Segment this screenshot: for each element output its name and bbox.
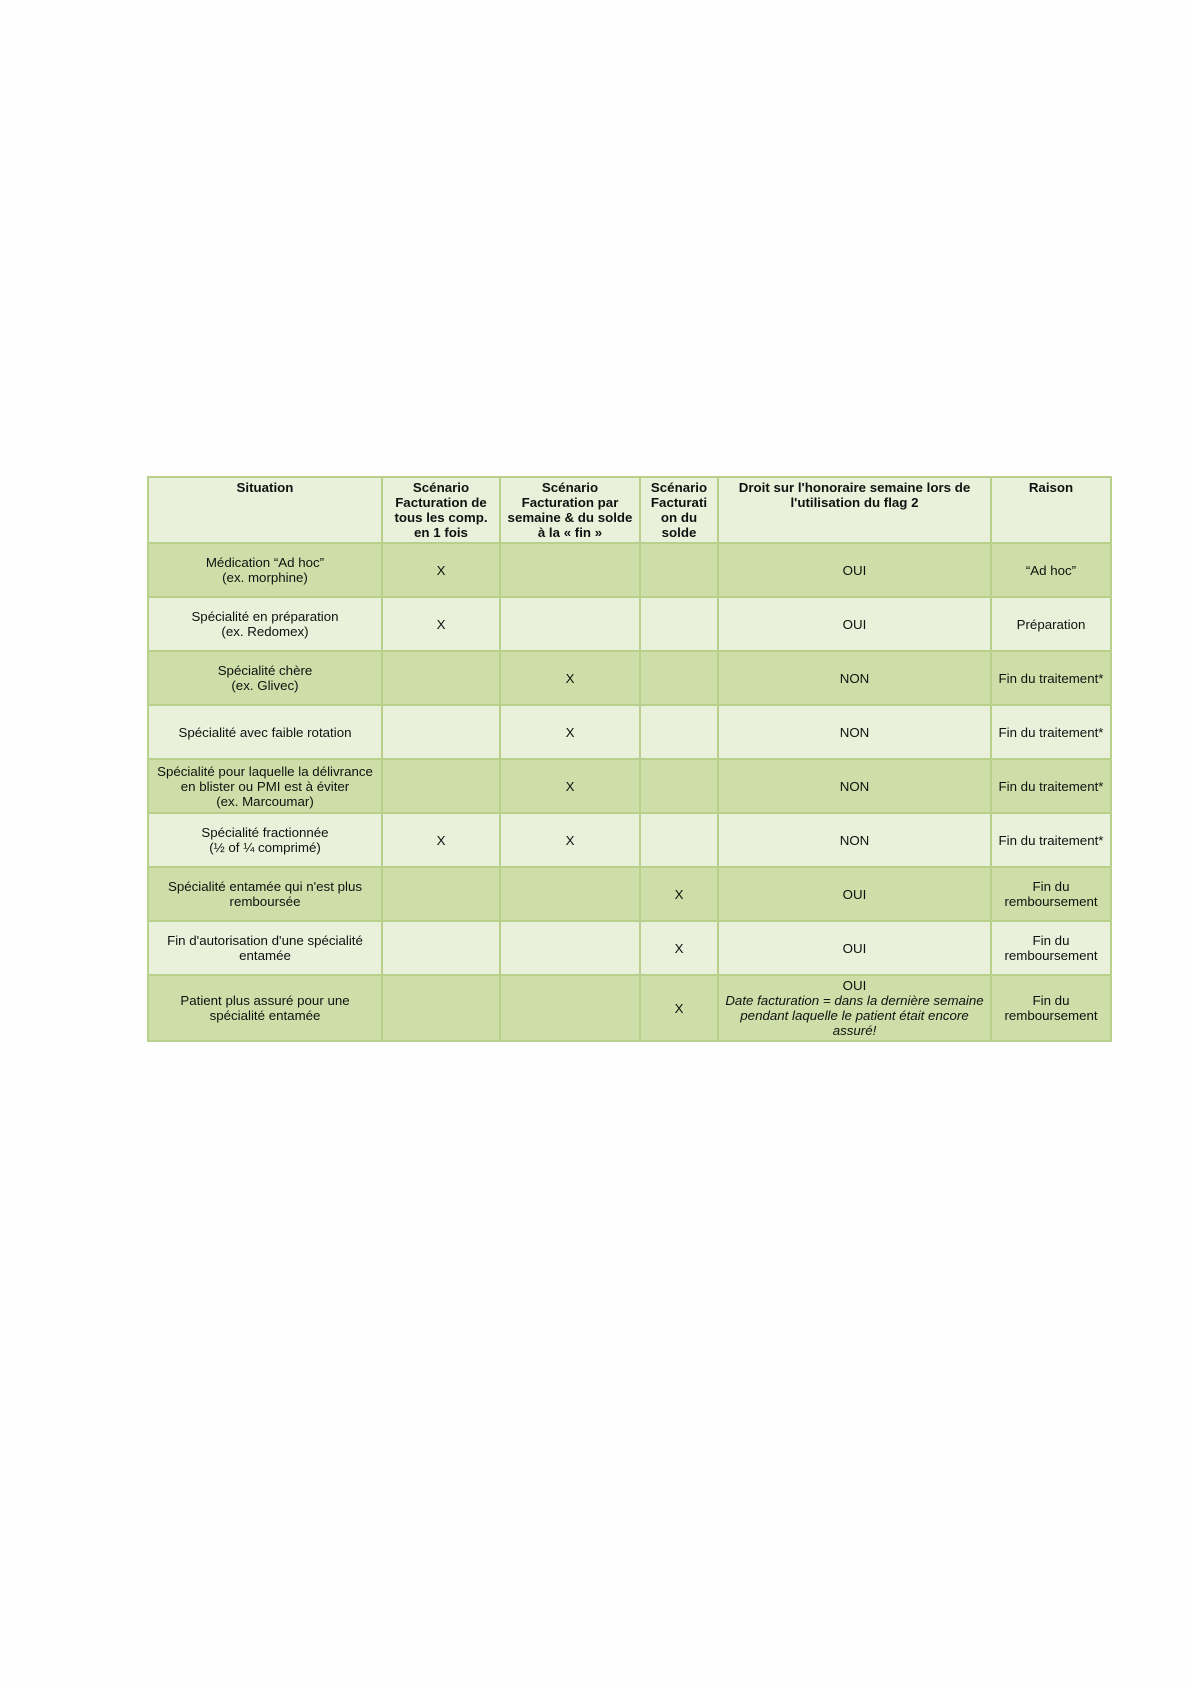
cell-scenario-2 (500, 597, 640, 651)
fee-right-value: OUI (842, 886, 867, 902)
cell-situation: Patient plus assuré pour une spécialité entamée (148, 975, 382, 1041)
fee-right-value: NON (839, 778, 870, 794)
header-scenario-balance: Scénario Facturati on du solde (640, 477, 718, 543)
billing-scenarios-table (147, 476, 1112, 1042)
cell-fee-right (718, 597, 991, 651)
fee-right-note: Date facturation = dans la dernière semaine pendant laquelle le patient était encore assuré! (725, 993, 984, 1038)
table-row (148, 921, 1111, 975)
cell-fee-right (718, 651, 991, 705)
cell-reason: Fin du remboursement (991, 921, 1111, 975)
table-row (148, 975, 1111, 1041)
cell-fee-right (718, 975, 991, 1041)
cell-scenario-1 (382, 975, 500, 1041)
cell-scenario-3: X (640, 867, 718, 921)
cell-scenario-2 (500, 867, 640, 921)
fee-right-value: NON (839, 724, 870, 740)
cell-scenario-3: X (640, 975, 718, 1041)
fee-right-value: OUI (842, 616, 867, 632)
cell-scenario-1: X (382, 813, 500, 867)
cell-scenario-3 (640, 543, 718, 597)
cell-reason: Fin du traitement* (991, 651, 1111, 705)
cell-scenario-2 (500, 975, 640, 1041)
header-reason: Raison (991, 477, 1111, 543)
cell-fee-right (718, 543, 991, 597)
cell-reason: Fin du remboursement (991, 975, 1111, 1041)
cell-reason: Fin du traitement* (991, 705, 1111, 759)
cell-situation: Spécialité entamée qui n'est plus remboursée (148, 867, 382, 921)
header-row (148, 477, 1111, 543)
cell-reason: “Ad hoc” (991, 543, 1111, 597)
cell-reason: Fin du traitement* (991, 759, 1111, 813)
cell-scenario-1 (382, 705, 500, 759)
cell-fee-right (718, 921, 991, 975)
cell-scenario-2: X (500, 705, 640, 759)
table-row (148, 651, 1111, 705)
cell-scenario-1 (382, 651, 500, 705)
cell-scenario-3 (640, 597, 718, 651)
table-row (148, 597, 1111, 651)
header-situation: Situation (148, 477, 382, 543)
table-row (148, 759, 1111, 813)
fee-right-value: OUI (842, 978, 867, 993)
cell-scenario-2: X (500, 651, 640, 705)
cell-scenario-1: X (382, 597, 500, 651)
cell-scenario-3: X (640, 921, 718, 975)
cell-situation: Spécialité avec faible rotation (148, 705, 382, 759)
cell-situation: Médication “Ad hoc” (ex. morphine) (148, 543, 382, 597)
table-row (148, 867, 1111, 921)
cell-reason: Fin du remboursement (991, 867, 1111, 921)
header-scenario-all-at-once: Scénario Facturation de tous les comp. en 1 fois (382, 477, 500, 543)
cell-scenario-1 (382, 867, 500, 921)
cell-scenario-1 (382, 759, 500, 813)
fee-right-value: NON (839, 832, 870, 848)
cell-scenario-3 (640, 813, 718, 867)
cell-situation: Spécialité fractionnée (½ of ¼ comprimé) (148, 813, 382, 867)
fee-right-value: OUI (842, 562, 867, 578)
cell-reason: Préparation (991, 597, 1111, 651)
cell-scenario-2: X (500, 813, 640, 867)
cell-scenario-3 (640, 705, 718, 759)
header-fee-right: Droit sur l'honoraire semaine lors de l'utilisation du flag 2 (718, 477, 991, 543)
cell-scenario-1 (382, 921, 500, 975)
table-row (148, 705, 1111, 759)
cell-fee-right (718, 705, 991, 759)
cell-scenario-3 (640, 759, 718, 813)
cell-situation: Spécialité chère (ex. Glivec) (148, 651, 382, 705)
cell-scenario-2 (500, 921, 640, 975)
cell-fee-right (718, 813, 991, 867)
cell-reason: Fin du traitement* (991, 813, 1111, 867)
cell-scenario-2 (500, 543, 640, 597)
cell-scenario-1: X (382, 543, 500, 597)
fee-right-value: NON (839, 670, 870, 686)
table-row (148, 543, 1111, 597)
cell-scenario-2: X (500, 759, 640, 813)
fee-right-value: OUI (842, 940, 867, 956)
cell-fee-right (718, 867, 991, 921)
cell-situation: Fin d'autorisation d'une spécialité entamée (148, 921, 382, 975)
cell-fee-right (718, 759, 991, 813)
cell-situation: Spécialité pour laquelle la délivrance en blister ou PMI est à éviter (ex. Marcoumar) (148, 759, 382, 813)
cell-scenario-3 (640, 651, 718, 705)
header-scenario-weekly: Scénario Facturation par semaine & du solde à la « fin » (500, 477, 640, 543)
table-row (148, 813, 1111, 867)
cell-situation: Spécialité en préparation (ex. Redomex) (148, 597, 382, 651)
